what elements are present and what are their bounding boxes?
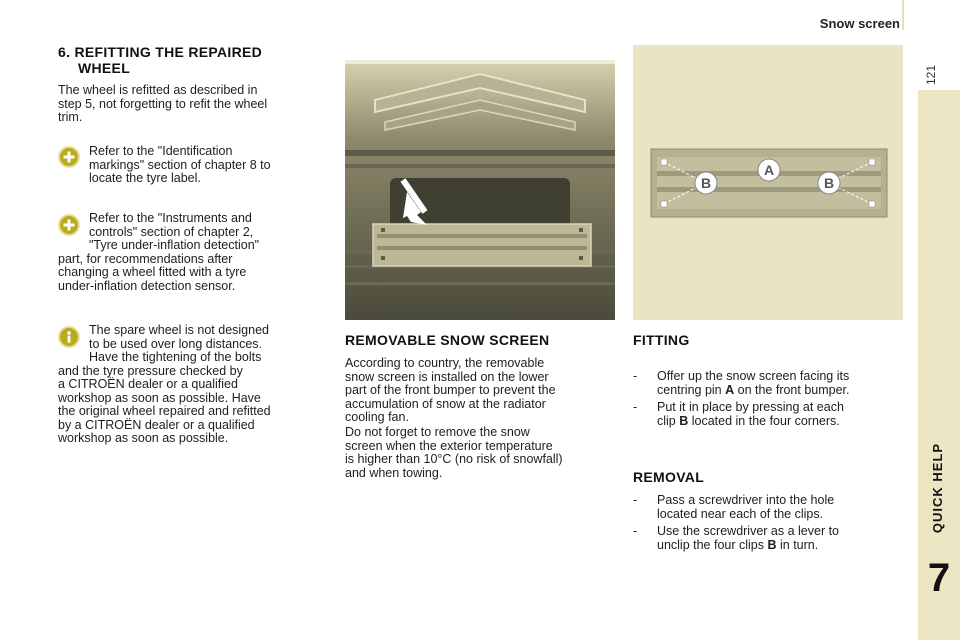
- text-line: snow screen is installed on the lower: [345, 369, 549, 384]
- section-title-refitting: [58, 44, 328, 76]
- text-line: cooling fan.: [345, 410, 409, 424]
- text-line: accumulation of snow at the radiator: [345, 396, 546, 411]
- list-item: [633, 525, 905, 552]
- text-part: located in the four corners.: [688, 413, 840, 428]
- bullet-dash: -: [633, 369, 638, 383]
- text-line: Put it in place by pressing at each: [657, 400, 844, 414]
- snow-screen-para2: [345, 426, 617, 480]
- text-line: Do not forget to remove the snow: [345, 425, 530, 439]
- text-line: The spare wheel is not designed: [89, 323, 269, 337]
- list-item: [633, 494, 905, 521]
- plus-icon: [58, 146, 80, 168]
- text-line: trim.: [58, 110, 83, 124]
- text-bold: B: [679, 413, 689, 428]
- text-line: Refer to the "Identification: [89, 144, 233, 158]
- snow-screen-para1: [345, 357, 615, 425]
- text-line: part of the front bumper to prevent the: [345, 383, 556, 397]
- header-divider: [902, 0, 904, 30]
- list-item: [633, 401, 905, 428]
- text-line: under-inflation detection sensor.: [58, 278, 236, 293]
- text-line: part, for recommendations after: [58, 251, 233, 266]
- section-title-removal: REMOVAL: [633, 469, 705, 485]
- snow-screen-photo: [345, 60, 615, 320]
- text-line: Pass a screwdriver into the hole: [657, 493, 835, 507]
- text-part: on the front bumper.: [734, 382, 850, 397]
- text-line: the original wheel repaired and refitted: [58, 404, 271, 418]
- list-item: [633, 370, 905, 397]
- text-line: changing a wheel fitted with a tyre: [58, 265, 247, 279]
- text-line: screen when the exterior temperature: [345, 438, 553, 453]
- bullet-dash: -: [633, 493, 638, 507]
- text-line: and when towing.: [345, 465, 443, 480]
- snow-screen-diagram: [633, 45, 903, 320]
- removal-list: [633, 494, 905, 552]
- text-part: centring pin: [657, 382, 726, 397]
- text-line: Offer up the snow screen facing its: [657, 369, 850, 383]
- text-line: workshop as soon as possible. Have: [58, 390, 261, 405]
- note-identification: [89, 145, 329, 186]
- text-line: "Tyre under-inflation detection": [89, 238, 260, 252]
- text-line: a CITROËN dealer or a qualified: [58, 377, 238, 391]
- label-a: A: [763, 162, 775, 178]
- info-spare-wheel: [58, 324, 330, 446]
- text-part: clip: [657, 413, 680, 428]
- side-tab-label: QUICK HELP: [930, 442, 945, 534]
- text-line: step 5, not forgetting to refit the wheel: [58, 96, 268, 111]
- section-title-snow-screen: REMOVABLE SNOW SCREEN: [345, 332, 550, 348]
- text-line: controls" section of chapter 2,: [89, 224, 254, 239]
- text-line: Use the screwdriver as a lever to: [657, 524, 840, 538]
- section-title-line: 6. REFITTING THE REPAIRED: [58, 44, 263, 60]
- bullet-dash: -: [633, 524, 638, 538]
- text-line: and the tyre pressure checked by: [58, 363, 243, 378]
- chapter-number: 7: [927, 556, 951, 600]
- bullet-dash: -: [633, 400, 638, 414]
- text-line: According to country, the removable: [345, 356, 545, 370]
- text-line: locate the tyre label.: [89, 171, 201, 185]
- text-line: workshop as soon as possible.: [58, 431, 229, 445]
- text-line: is higher than 10°C (no risk of snowfall): [345, 452, 563, 466]
- text-line: to be used over long distances.: [89, 336, 263, 351]
- text-line: Have the tightening of the bolts: [89, 350, 262, 364]
- text-line: markings" section of chapter 8 to: [89, 157, 271, 172]
- text-part: located near each of the clips.: [657, 506, 824, 521]
- text-bold: B: [767, 537, 777, 552]
- section-title-line: WHEEL: [78, 60, 131, 76]
- note-instruments: [58, 212, 328, 293]
- text-bold: A: [725, 382, 735, 397]
- text-line: The wheel is refitted as described in: [58, 83, 258, 97]
- text-line: Refer to the "Instruments and: [89, 211, 252, 225]
- text-line: by a CITROËN dealer or a qualified: [58, 417, 255, 432]
- page-header-title: Snow screen: [819, 16, 900, 31]
- section-title-fitting: FITTING: [633, 332, 690, 348]
- label-b-left: B: [700, 175, 712, 191]
- fitting-list: [633, 370, 905, 428]
- text-part: in turn.: [776, 537, 819, 552]
- text-part: unclip the four clips: [657, 537, 768, 552]
- intro-paragraph: [58, 84, 328, 125]
- page-number: 121: [924, 64, 938, 86]
- label-b-right: B: [823, 175, 835, 191]
